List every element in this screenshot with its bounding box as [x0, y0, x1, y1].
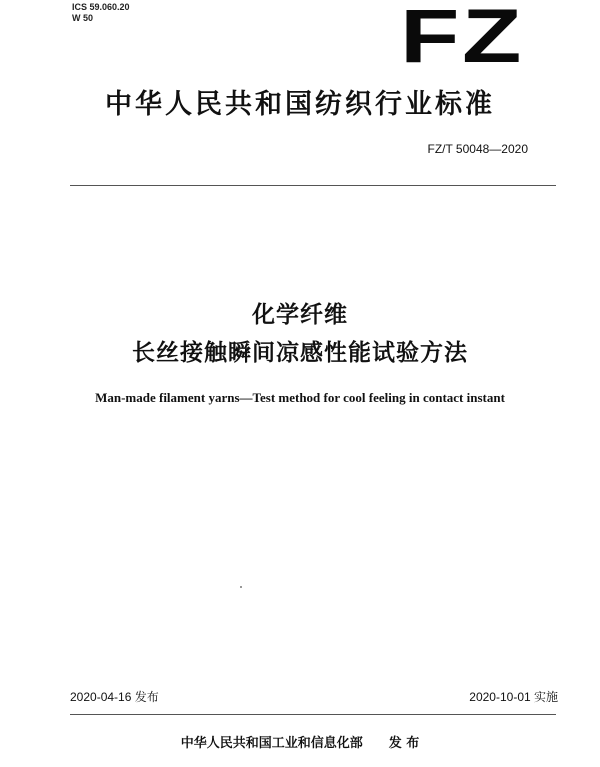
issuer-line: [0, 735, 600, 753]
top-divider: [70, 185, 556, 186]
bottom-divider: [70, 714, 556, 715]
issue-date: 2020-04-16 发布: [70, 690, 159, 704]
implementation-date: 2020-10-01 实施: [469, 690, 558, 704]
scan-speck: [240, 586, 242, 588]
document-title-line-1: 化学纤维: [252, 302, 348, 328]
english-title: Man-made filament yarns—Test method for cool feeling in contact instant: [95, 390, 505, 405]
issue-label: 发 布: [388, 736, 420, 751]
fz-logo: FZ: [400, 0, 524, 79]
standard-number: FZ/T 50048—2020: [427, 142, 528, 156]
issuer-name: 中华人民共和国工业和信息化部: [180, 736, 363, 751]
document-title-line-2: 长丝接触瞬间凉感性能试验方法: [132, 340, 468, 366]
ics-code: ICS 59.060.20: [72, 2, 130, 12]
ccs-code: W 50: [72, 13, 94, 23]
standard-category-title: 中华人民共和国纺织行业标准: [105, 89, 495, 120]
